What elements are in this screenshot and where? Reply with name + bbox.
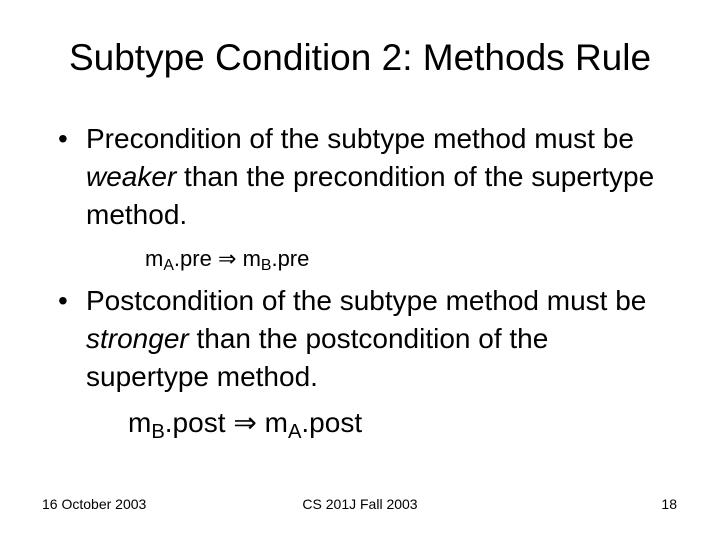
formula-right-base: m — [264, 407, 288, 438]
formula-left-base: m — [128, 407, 152, 438]
formula-right-suffix: .pre — [271, 246, 310, 271]
bullet-text-before: Postcondition of the subtype method must be — [86, 285, 647, 316]
bullet-text-before: Precondition of the subtype method must be — [86, 123, 634, 154]
bullet-text-after: than the precondition of the supertype method. — [86, 161, 655, 230]
bullet-text — [86, 282, 678, 396]
bullet-marker: • — [58, 285, 68, 316]
bullet-marker: • — [58, 123, 68, 154]
formula-left-suffix: .pre — [173, 246, 212, 271]
bullet-item-precondition — [58, 120, 678, 234]
footer-page-number: 18 — [661, 496, 677, 512]
footer-course: CS 201J Fall 2003 — [302, 496, 418, 512]
bullet-text-after: than the postcondition of the supertype method. — [86, 323, 549, 392]
formula-precondition — [145, 244, 309, 277]
formula-right-subscript: B — [260, 257, 272, 275]
formula-left-suffix: .post — [164, 407, 226, 438]
formula-postcondition — [128, 404, 362, 445]
formula-right-subscript: A — [287, 420, 302, 443]
bullet-emphasis: stronger — [86, 323, 189, 354]
formula-right-base: m — [242, 246, 261, 271]
bullet-text — [86, 120, 678, 234]
formula-left-base: m — [145, 246, 164, 271]
footer-date: 16 October 2003 — [42, 496, 147, 512]
formula-left-subscript: B — [151, 420, 165, 443]
implies-arrow-icon: ⇒ — [233, 407, 257, 438]
slide-title: Subtype Condition 2: Methods Rule — [68, 37, 652, 78]
bullet-item-postcondition — [58, 282, 678, 396]
implies-arrow-icon: ⇒ — [217, 246, 237, 271]
formula-left-subscript: A — [163, 257, 174, 275]
bullet-emphasis: weaker — [86, 161, 177, 192]
formula-right-suffix: .post — [301, 407, 363, 438]
